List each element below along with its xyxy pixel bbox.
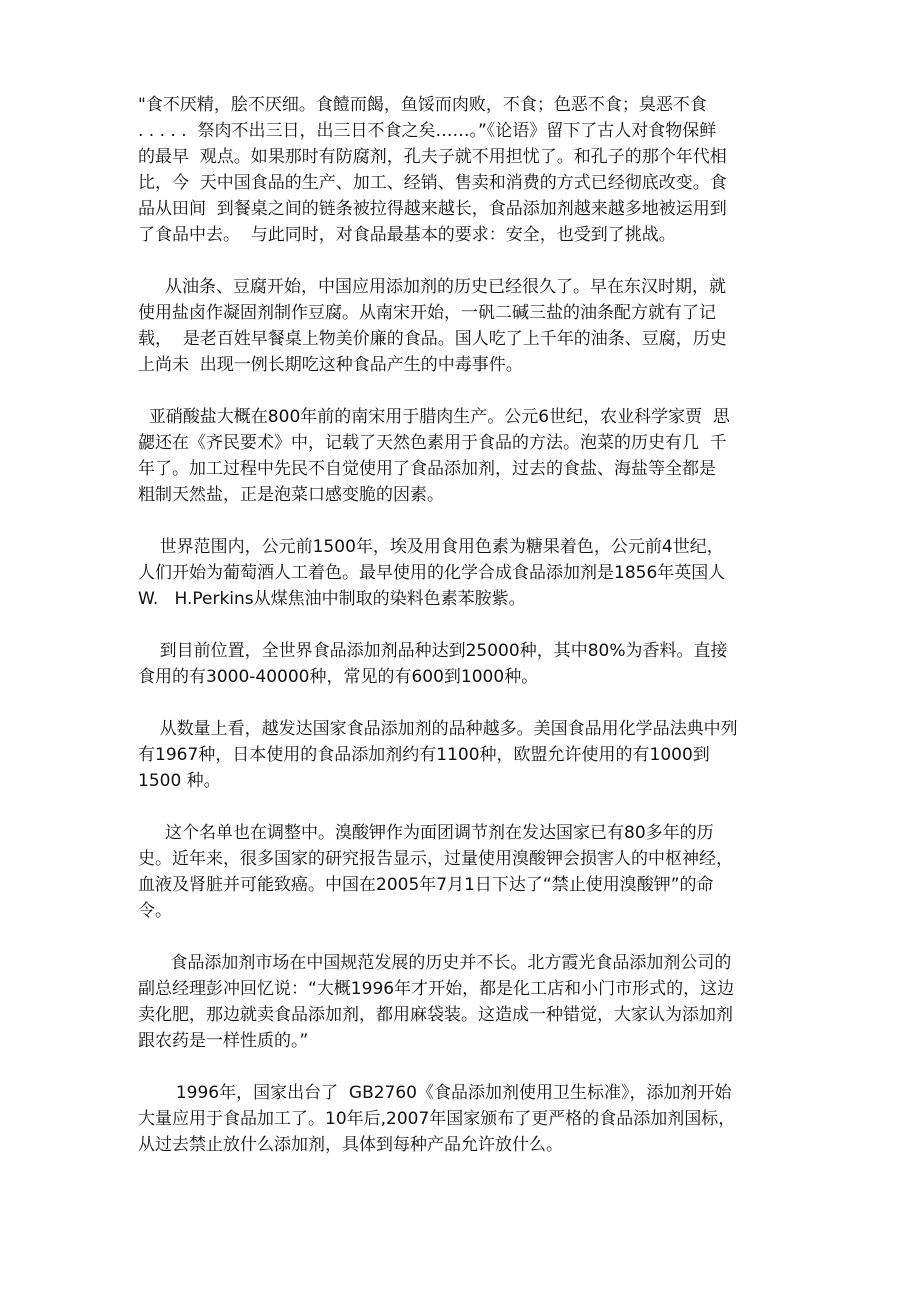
paragraph-line: 年了。加工过程中先民不自觉使用了食品添加剂，过去的食盐、海盐等全都是 xyxy=(138,459,716,479)
paragraph-line: W. H.Perkins从煤焦油中制取的染料色素苯胺紫。 xyxy=(138,589,526,609)
paragraph-line: 的最早 观点。如果那时有防腐剂，孔夫子就不用担忧了。和孔子的那个年代相 xyxy=(138,147,727,167)
paragraph xyxy=(138,820,788,924)
paragraph xyxy=(138,92,788,248)
paragraph xyxy=(138,950,788,1054)
paragraph-line: 比，今 天中国食品的生产、加工、经销、售卖和消费的方式已经彻底改变。食 xyxy=(138,173,727,193)
paragraph-line: 了食品中去。 与此同时，对食品最基本的要求：安全，也受到了挑战。 xyxy=(138,225,676,245)
paragraph-line: "食不厌精，脍不厌细。食饐而餲，鱼馁而肉败，不食；色恶不食；臭恶不食 xyxy=(138,95,707,115)
paragraph-line: 食用的有3000-40000种，常见的有600到1000种。 xyxy=(138,667,539,687)
paragraph-line: 从数量上看，越发达国家食品添加剂的品种越多。美国食品用化学品法典中列 xyxy=(138,719,738,739)
paragraph-line: 人们开始为葡萄酒人工着色。最早使用的化学合成食品添加剂是1856年英国人 xyxy=(138,563,726,583)
paragraph xyxy=(138,534,788,612)
paragraph-line: 品从田间 到餐桌之间的链条被拉得越来越长，食品添加剂越来越多地被运用到 xyxy=(138,199,727,219)
document-body xyxy=(138,92,788,1184)
paragraph-line: 亚硝酸盐大概在800年前的南宋用于腊肉生产。公元6世纪，农业科学家贾 思 xyxy=(138,407,730,427)
paragraph-line: 史。近年来，很多国家的研究报告显示，过量使用溴酸钾会损害人的中枢神经， xyxy=(138,849,733,869)
paragraph-line: 使用盐卤作凝固剂制作豆腐。从南宋开始，一矾二碱三盐的油条配方就有了记 xyxy=(138,303,716,323)
paragraph xyxy=(138,274,788,378)
paragraph-line: 世界范围内，公元前1500年，埃及用食用色素为糖果着色，公元前4世纪， xyxy=(138,537,724,557)
paragraph-line: 血液及肾脏并可能致癌。中国在2005年7月1日下达了“禁止使用溴酸钾”的命 xyxy=(138,875,714,895)
paragraph-line: 从油条、豆腐开始，中国应用添加剂的历史已经很久了。早在东汉时期，就 xyxy=(138,277,727,297)
paragraph-line: 这个名单也在调整中。溴酸钾作为面团调节剂在发达国家已有80多年的历 xyxy=(138,823,714,843)
paragraph-line: 令。 xyxy=(138,901,172,921)
paragraph-line: 食品添加剂市场在中国规范发展的历史并不长。北方霞光食品添加剂公司的 xyxy=(138,953,732,973)
paragraph-line: 载， 是老百姓早餐桌上物美价廉的食品。国人吃了上千年的油条、豆腐，历史 xyxy=(138,329,727,349)
paragraph-line: 从过去禁止放什么添加剂，具体到每种产品允许放什么。 xyxy=(138,1135,563,1155)
paragraph-line: . . . . . 祭肉不出三日，出三日不食之矣……。”《论语》留下了古人对食物保鲜 xyxy=(138,121,717,141)
paragraph-line: 粗制天然盐，正是泡菜口感变脆的因素。 xyxy=(138,485,444,505)
paragraph-line: 1996年，国家出台了 GB2760《食品添加剂使用卫生标准》，添加剂开始 xyxy=(138,1083,732,1103)
paragraph xyxy=(138,638,788,690)
paragraph-line: 卖化肥，那边就卖食品添加剂，都用麻袋装。这造成一种错觉，大家认为添加剂 xyxy=(138,1005,733,1025)
paragraph-line: 上尚未 出现一例长期吃这种食品产生的中毒事件。 xyxy=(138,355,523,375)
paragraph-line: 副总经理彭冲回忆说：“大概1996年才开始，都是化工店和小门市形式的，这边 xyxy=(138,979,735,999)
paragraph-line: 有1967种，日本使用的食品添加剂约有1100种，欧盟允许使用的有1000到 xyxy=(138,745,710,765)
paragraph xyxy=(138,404,788,508)
paragraph-line: 勰还在《齐民要术》中，记载了天然色素用于食品的方法。泡菜的历史有几 千 xyxy=(138,433,727,453)
paragraph-line: 1500 种。 xyxy=(138,771,221,791)
paragraph-line: 大量应用于食品加工了。10年后,2007年国家颁布了更严格的食品添加剂国标， xyxy=(138,1109,736,1129)
paragraph-line: 跟农药是一样性质的。” xyxy=(138,1031,309,1051)
paragraph xyxy=(138,1080,788,1158)
paragraph-line: 到目前位置，全世界食品添加剂品种达到25000种，其中80%为香料。直接 xyxy=(138,641,728,661)
paragraph xyxy=(138,716,788,794)
